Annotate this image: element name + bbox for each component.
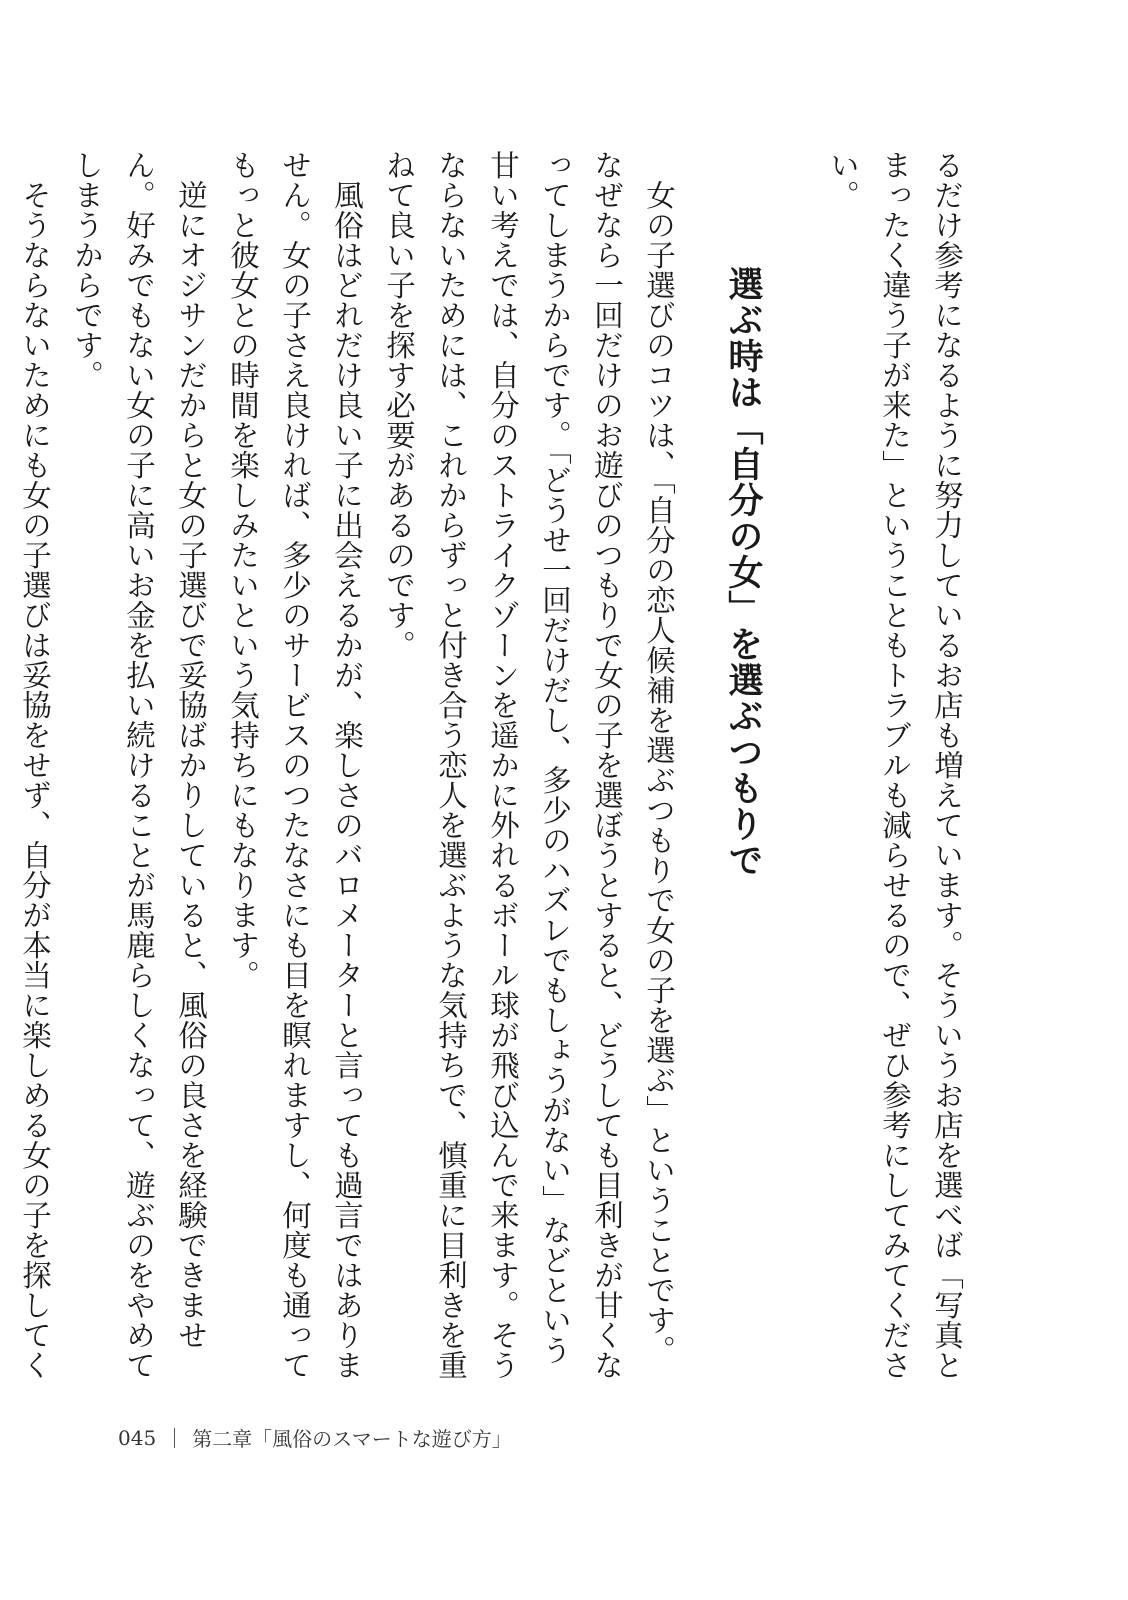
paragraph: 逆にオジサンだからと女の子選びで妥協ばかりしていると、風俗の良さを経験できません。好みでもない女の子に高いお金を払い続けることが馬鹿らしくなって、遊ぶのをやめてしまうからです。 [70, 150, 208, 1380]
chapter-title: 第二章「風俗のスマートな遊び方」 [192, 1427, 512, 1451]
paragraph: 風俗はどれだけ良い子に出会えるかが、楽しさのバロメーターと言っても過言ではありません。女の子さえ良ければ、多少のサービスのつたなさにも目を瞑れますし、何度も通ってもっと彼女との時間を楽しみたいという気持ちにもなります。 [226, 150, 364, 1380]
paragraph: そうならないためにも女の子選びは妥協をせず、自分が本当に楽しめる女の子を探してく [18, 179, 52, 1380]
section-heading: 選ぶ時は「自分の女」を選ぶつもりで [723, 265, 763, 878]
opening-paragraph: るだけ参考になるように努力しているお店も増えています。そういうお店を選べば「写真とまったく違う子が来た」ということもトラブルも減らせるので、ぜひ参考にしてみてください。 [826, 150, 964, 1380]
page-number: 045 [118, 1425, 157, 1450]
page-footer [118, 1423, 512, 1452]
paragraph: 女の子選びのコツは、「自分の恋人候補を選ぶつもりで女の子を選ぶ」ということです。なぜなら一回だけのお遊びのつもりで女の子を選ぼうとすると、どうしても目利きが甘くなってしまうからです。「どうせ一回だけだし、多少のハズレでもしょうがない」などという甘い考えでは、自分のストライクゾーンを遥かに外れるボール球が飛び込んで来ます。そうならないためには、これからずっと付き合う恋人を選ぶような気持ちで、慎重に目利きを重ねて良い子を探す必要があるのです。 [382, 150, 676, 1380]
body-text [18, 150, 973, 1390]
footer-divider [174, 1428, 175, 1448]
